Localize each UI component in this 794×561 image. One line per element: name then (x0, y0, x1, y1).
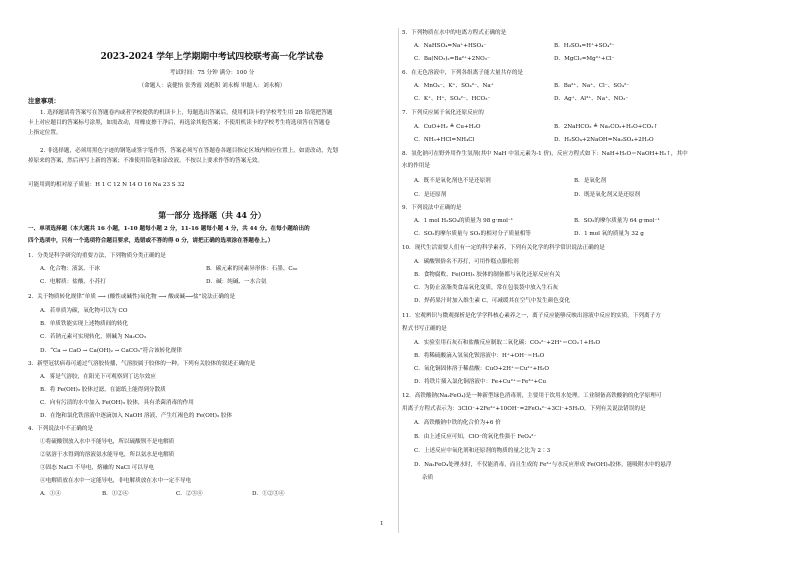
question-stem: 7．下列反应属于氧化还原反应的 (402, 110, 484, 116)
option: A．NaHSO₄=Na⁺+HSO₄⁻ (414, 43, 487, 49)
option: C．向有污渍的水中加入 Fe(OH)₃ 胶体，具有杀菌消毒的作用 (40, 400, 194, 406)
option-row (402, 124, 658, 131)
question-stem: 12．高铁酸钠(Na₂FeO₄)是一种新型绿色消毒剂，主要用于饮用水处理。工业制备高铁酸钠的化学原理可 (402, 393, 662, 399)
option: C．Ba(NO₃)₂=Ba²⁺+2NO₃⁻ (414, 56, 490, 62)
option: C．若钠元素可实现转化，则碱为 Na₂CO₃ (40, 334, 146, 340)
option: C．②③④ (176, 491, 203, 497)
notice-p2-line: 掉原来的答案，然后再写上新的答案；不准使用铅笔和涂改液。不按以上要求作答的答案无效。 (28, 158, 263, 164)
notice-p1-line: 1. 选择题请将答案写在答题卷内或者学校提供的机读卡上，每题选出答案后，使用机读卡的学校考生用 2B 铅笔把答题 (40, 110, 333, 116)
option: D．将铁片插入氯化铜溶液中：Fe+Cu²⁺＝Fe³⁺+Cu (414, 379, 547, 385)
notice-p1-line: 卡上对应题目的答案标号涂黑，如需改动，用橡皮擦干净后，再选涂其他答案；不使用机读卡的学校考生将选项答在答题卷 (28, 120, 331, 126)
option: A．碳酸钡俗名不苏打，可用作糕点膨松剂 (414, 259, 519, 265)
option: C．电解质：盐酸、小苏打 (40, 279, 106, 285)
option-row (402, 231, 644, 238)
question-stem: 10．现代生活需要人们有一定的科学素养，下列有关化学的科学常识说法正确的是 (402, 245, 605, 251)
page-number: 1 (380, 521, 384, 527)
option: D．在饱和氯化铁溶液中逐滴加入 NaOH 溶液，产生红褐色的 Fe(OH)₃ 胶体 (40, 413, 233, 419)
option: C．K⁺、H⁺、SO₄²⁻、HCO₃⁻ (414, 96, 491, 102)
statement: ②氨溶于水得到的溶液氨水能导电，所以氨水是电解质 (40, 452, 175, 458)
option: B．单质铁能实现上述物质间的转化 (40, 321, 129, 327)
question-stem: 程式书写正确的是 (402, 326, 447, 332)
statement: ④电解质放在水中一定能导电，非电解质放在水中一定不导电 (40, 478, 192, 484)
option-continuation: 杂质 (422, 475, 434, 481)
option: B．①②④ (102, 491, 129, 497)
option: C．为防止富脂类食品氧化变质，常在包装袋中放入生石灰 (414, 285, 559, 291)
question-stem: 11．宏观辨识与微观探析是化学学科核心素养之一，离子反应能够反映出溶液中反应的实质。下列离子方 (402, 313, 661, 319)
section-heading: 第一部分 选择题（共 44 分） (158, 210, 266, 220)
question-stem: 5．下列物质在水中的电离方程式正确的是 (402, 30, 507, 36)
option: A．高铁酸钠中铁的化合价为+6 价 (414, 420, 501, 426)
option-row (402, 137, 654, 144)
question-stem: 6．在无色溶液中，下列各组离子能大量共存的是 (402, 70, 524, 76)
option: B．由上述反应可知，ClO⁻的氧化性强于 FeO₄²⁻ (414, 434, 537, 440)
section-intro-line: 四个选项中，只有一个选项符合题目要求，选错或不答的得 0 分，请把正确的选项涂在答题卷上。） (28, 238, 274, 244)
exam-title: 2023-2024 学年上学期期中考试四校联考高一化学试卷 (100, 52, 324, 62)
option: C．氧化铜固体溶于稀盐酸：CuO+2H⁺＝Cu²⁺+H₂O (414, 366, 550, 372)
atomic-masses: 可能用到的相对原子质量：H 1 C 12 N 14 O 16 Na 23 S 32 (28, 182, 185, 188)
notice-p1-line: 上指定位置。 (28, 130, 62, 136)
option: D．①②③④ (252, 491, 285, 497)
option: A．化合物：液氯、干冰 (40, 266, 100, 272)
statement: ①将硫酸钡放入水中不能导电，所以硫酸钡不是电解质 (40, 439, 175, 445)
option: D．“Ca → CaO → Ca(OH)₂ → CaCO₃”符合该转化规律 (40, 348, 182, 354)
option: B．碳元素的同素异形体：石墨、C₆₀ (206, 266, 298, 272)
option: C．NH₃+HCl=NH₄Cl (414, 137, 475, 143)
option: B．将稀硫酸滴入氢氧化钡溶液中：H⁺+OH⁻＝H₂O (414, 353, 545, 359)
section-intro-line: 一、单项选择题（本大题共 16 小题，1-10 题每小题 2 分，11-16 题每小题 4 分，共 44 分。在每小题给出的 (28, 226, 310, 232)
option: B．2NaHCO₃ ≜ Na₂CO₃+H₂O+CO₂↑ (554, 124, 659, 130)
notice-p2-line: 2. 非选择题，必须用黑色字迹的钢笔或签字笔作答，答案必须写在答题卷各题目指定区域内相应位置上，如需改动，先划 (40, 148, 338, 154)
option: A．CuO+H₂ ≜ Cu+H₂O (414, 124, 481, 130)
option: B．是氧化剂 (574, 178, 607, 184)
exam-info: 考试时间：75 分钟 满分：100 分 (169, 70, 255, 76)
option-row (28, 491, 284, 498)
option: B．将 Fe(OH)₃ 胶体过滤，在滤纸上能得到分散质 (40, 387, 166, 393)
statement: ③固态 NaCl 不导电，熔融的 NaCl 可以导电 (40, 465, 155, 471)
option: A．MnO₄⁻、K⁺、SO₄²⁻、Na⁺ (414, 83, 494, 89)
notice-heading: 注意事项： (28, 97, 60, 105)
option: B．Ba²⁺、Na⁺、Cl⁻、SO₄²⁻ (554, 83, 630, 89)
question-stem: 4．下列说法中不正确的是 (28, 426, 94, 432)
option: B．食物腐败、Fe(OH)₃ 胶体的制备都与氧化还原反应有关 (414, 272, 561, 278)
question-stem: 2．关于物质转化规律“单质 ⟶ (酸性或碱性)氧化物 ⟶ 酸或碱⟶盐”说法正确的是 (28, 294, 236, 300)
option-row (402, 192, 640, 199)
option: A．1 mol H₂SO₄的质量为 98 g·mol⁻¹ (414, 218, 514, 224)
column-divider (398, 28, 399, 533)
option-row (402, 43, 615, 50)
question-stem: 用离子方程式表示为：3ClO⁻+2Fe³⁺+10OH⁻=2FeO₄²⁻+3Cl⁻+5H₂O。下列有关说法错误的是 (402, 406, 646, 412)
question-stem: 9．下列说法中正确的是 (402, 205, 462, 211)
option: D．Ag⁺、Al³⁺、Na⁺、NO₃⁻ (554, 96, 629, 102)
option: C．上述反应中氧化剂和还原剂的物质的量之比为 2∶3 (414, 448, 551, 454)
option: A．雾是气溶胶，在阳光下可观察到丁达尔效应 (40, 374, 156, 380)
option: A．若单质为碳，氧化物可以为 CO (40, 308, 128, 314)
option: A．实验室用石灰石和盐酸反应制取二氧化碳：CO₃²⁻+2H⁺＝CO₂↑+H₂O (414, 340, 601, 346)
option-row (28, 266, 297, 273)
option: D．Na₂FeO₄处理水时，不仅能消毒，而且生成的 Fe³⁺与水反应形成 Fe(OH)₃胶体，能吸附水中的悬浮 (414, 462, 672, 468)
option: D．H₂SO₄+2NaOH=Na₂SO₄+2H₂O (554, 137, 654, 143)
question-stem: 1．分类是科学研究的重要方法，下列物质分类正确的是 (28, 253, 166, 259)
option: D．碱：纯碱、一水合氨 (206, 279, 267, 285)
option-row (402, 96, 628, 103)
option-row (28, 279, 266, 286)
option: B．H₂SO₄=H⁺+SO₄²⁻ (554, 43, 615, 49)
question-stem: 水的作用是 (402, 163, 430, 169)
option: D．焊药果汁时加入维生素 C，可减缓其在空气中发生颜色变化 (414, 298, 570, 304)
option-row (402, 56, 615, 63)
option: A．①④ (40, 491, 61, 497)
option: A．既不是氧化剂也不是还原剂 (414, 178, 491, 184)
option: B．SO₂的摩尔质量为 64 g·mol⁻¹ (574, 218, 660, 224)
question-stem: 3．新型冠状病毒可通过气溶胶传播，气溶胶属于胶体的一种。下列有关胶体的叙述正确的是 (28, 361, 256, 367)
question-stem: 8．氢化钠可在野外用作生氢剂(其中 NaH 中氢元素为-1 价)，反应方程式如下：NaH+H₂O＝NaOH+H₂↑，其中 (402, 151, 688, 157)
option-row (402, 178, 606, 185)
option-row (402, 83, 629, 90)
option: D．既是氧化剂又是还原剂 (574, 192, 641, 198)
option: C．是还原剂 (414, 192, 447, 198)
option-row (402, 218, 660, 225)
option: C．SO₂的摩尔质量与 SO₂的相对分子质量相等 (414, 231, 531, 237)
option: D．1 mol 氧的质量为 32 g (574, 231, 644, 237)
option: D．MgCl₂=Mg²⁺+Cl⁻ (554, 56, 615, 62)
exam-authors: （命题人：袁健怡 张秀霞 刘彪积 刘永梅 审题人：刘永梅） (138, 83, 286, 89)
